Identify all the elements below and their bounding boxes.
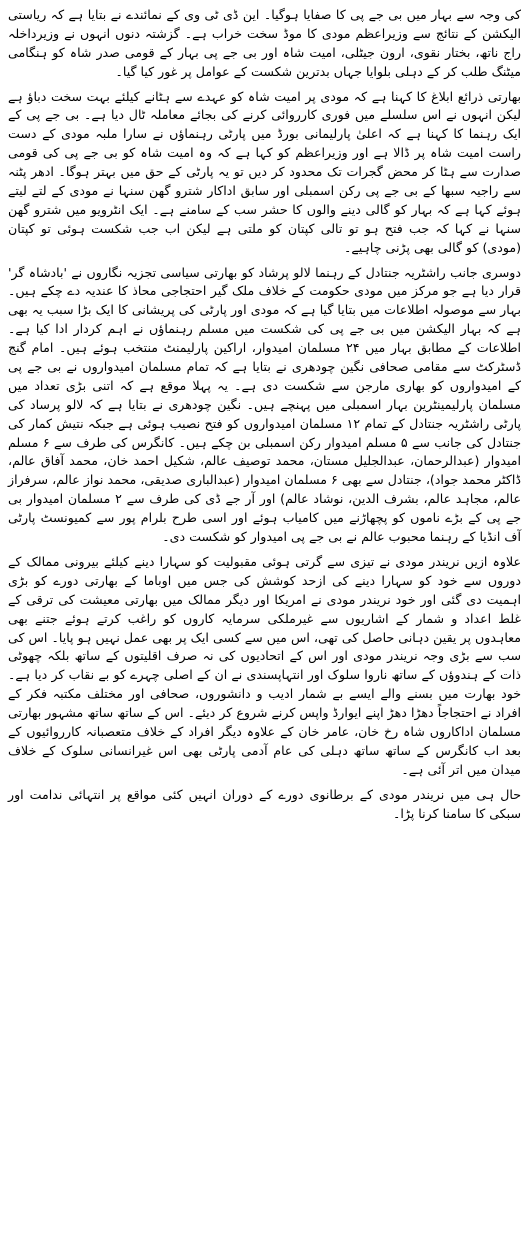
article-paragraph: بھارتی ذرائع ابلاغ کا کہنا ہے کہ مودی پر امیت شاہ کو عہدے سے ہٹانے کیلئے بہت سخت دباؤ ہے لیکن انہوں نے اس سلسلے میں فوری کارروائی کرنے کی بجائے معاملہ ٹال دیا ہے۔ بی جے پی کے ایک رہنما کا کہنا ہے کہ اعلیٰ پارلیمانی بورڈ میں پارٹی رہنماؤں نے سارا ملبہ مودی کے دست راست امیت شاہ پر ڈالا ہے اور وزیراعظم کو کہا ہے کہ وہ امیت شاہ کو بی جے پی کی قومی صدارت سے ہٹا کر محض گجرات تک محدود کر دیں تو یہ پارٹی کے حق میں بہتر ہوگا۔ ادھر پٹنہ سے راجیہ سبھا کے بی جے پی رکن اسمبلی اور سابق اداکار شترو گھن سنہا نے مودی کے لتے لیتے ہوئے کہا ہے کہ بہار کو گالی دینے والوں کا حشر سب کے سامنے ہے۔ ایک انٹرویو میں شترو گھن سنہا نے کہا کہ جب فتح ہو تو تالی کپتان کو ملتی ہے لیکن اب جب شکست ہوئی تو کپتان (مودی) کو گالی بھی پڑنی چاہیے۔ — [8, 88, 521, 255]
article-paragraph: دوسری جانب راشٹریہ جنتادل کے رہنما لالو پرشاد کو بھارتی سیاسی تجزیہ نگاروں نے 'بادشاہ گر' قرار دیا ہے جو مرکز میں مودی حکومت کے خلاف ملک گیر احتجاجی محاذ کا عندیہ دے چکے ہیں۔ بہار سے موصولہ اطلاعات میں بتایا گیا ہے کہ مودی اور پارٹی کی پریشانی کا ایک بڑا سبب یہ بھی ہے کہ بہار الیکشن میں بی جے پی کی شکست میں مسلم رہنماؤں نے اہم کردار ادا کیا ہے۔ اطلاعات کے مطابق بہار میں ۲۴ مسلمان امیدوار، اراکین پارلیمنٹ منتخب ہوئے ہیں۔ امام گنج ڈسٹرکٹ سے مقامی صحافی نگین چودھری نے بتایا ہے کہ تمام مسلمان امیدواروں نے بی جے پی کے امیدواروں کو بھاری مارجن سے شکست دی ہے۔ یہ پہلا موقع ہے کہ اتنی بڑی تعداد میں مسلمان پارلیمینٹرین بہار اسمبلی میں پہنچے ہیں۔ نگین چودھری نے بتایا ہے کہ لالو پرساد کی پارٹی راشٹریہ جنتادل کے تمام ۱۲ مسلمان امیدواروں کو فتح نصیب ہوئی ہے جبکہ نتیش کمار کی جنتادل کی جانب سے ۵ مسلم امیدوار رکن اسمبلی بن چکے ہیں۔ کانگرس کی طرف سے ۶ مسلم امیدوار (عبدالرحمان، عبدالجلیل مستان، محمد توصیف عالم، شکیل احمد خان، محمد آفاق عالم، ڈاکٹر محمد جواد)، جنتادل سے بھی ۶ مسلمان امیدوار (عبدالباری صدیقی، محمد نواز عالم، سرفراز عالم، مجاہد عالم، بشرف الدین، نوشاد عالم) اور آر جے ڈی کی طرف سے ۲ مسلمان امیدوار بی جے پی کے بڑے ناموں کو پچھاڑنے میں کامیاب ہوئے اور اسی طرح بلرام پور سے کمیونسٹ پارٹی آف انڈیا کے رہنما محبوب عالم نے بی جے پی امیدوار کو شکست دی۔ — [8, 264, 521, 545]
article-paragraph: حال ہی میں نریندر مودی کے برطانوی دورے کے دوران انہیں کئی مواقع پر انتہائی ندامت اور سبکی کا سامنا کرنا پڑا۔ — [8, 786, 521, 821]
article-paragraph: کی وجہ سے بہار میں بی جے پی کا صفایا ہوگیا۔ این ڈی ٹی وی کے نمائندے نے بتایا ہے کہ ریاستی الیکشن کے نتائج سے وزیراعظم مودی کا موڈ سخت خراب ہے۔ گزشتہ دنوں انہوں نے وزیرداخلہ راج ناتھ، بختار نقوی، ارون جیٹلی، امیت شاہ اور بی جے پی بہار کے قومی صدر شاہ کو ہنگامی میٹنگ طلب کر کے دہلی بلوایا جہاں بدترین شکست کے عوامل پر غور کیا گیا۔ — [8, 7, 521, 79]
article-paragraph: علاوہ ازیں نریندر مودی نے تیزی سے گرتی ہوئی مقبولیت کو سہارا دینے کیلئے بیرونی ممالک کے دوروں سے خود کو سہارا دینے کی ازحد کوشش کی جس میں اوباما کے بھارتی دورے کو بڑی اہمیت دی گئی اور خود نریندر مودی نے امریکا اور دیگر ممالک میں بھارتی معیشت کی ترقی کے غلط اعداد و شمار کے اشاریوں سے غیرملکی سرمایہ کاروں کو راغب کرتے ہوئے جتنے بھی معاہدوں پر یقین دہانی حاصل کی تھی، اس میں سے کسی ایک پر بھی عمل نہیں ہو پایا۔ اس کی سب سے بڑی وجہ نریندر مودی اور اس کے اتحادیوں کی نہ صرف اقلیتوں کے ساتھ بلکہ چھوٹی ذات کے ہندوؤں کے ساتھ ناروا سلوک اور انتہاپسندی نے ان کے اصلی چہرے کو بے نقاب کر دیا ہے۔ خود بھارت میں بسنے والے ایسے بے شمار ادیب و دانشوروں، صحافی اور مختلف مکتبہ فکر کے افراد نے احتجاجاً دھڑا دھڑ اپنے ایوارڈ واپس کرنے شروع کر دیئے۔ اس کے ساتھ ساتھ مشہور بھارتی مسلمان اداکاروں شاہ رخ خان، عامر خان کے علاوہ دیگر افراد کے خلاف متعصبانہ کارروائیوں کے بعد اب کانگرس کے ساتھ ساتھ دہلی کی عام آدمی پارٹی بھی اس غیرانسانی سلوک کے خلاف میدان میں اتر آئی ہے۔ — [8, 553, 521, 777]
